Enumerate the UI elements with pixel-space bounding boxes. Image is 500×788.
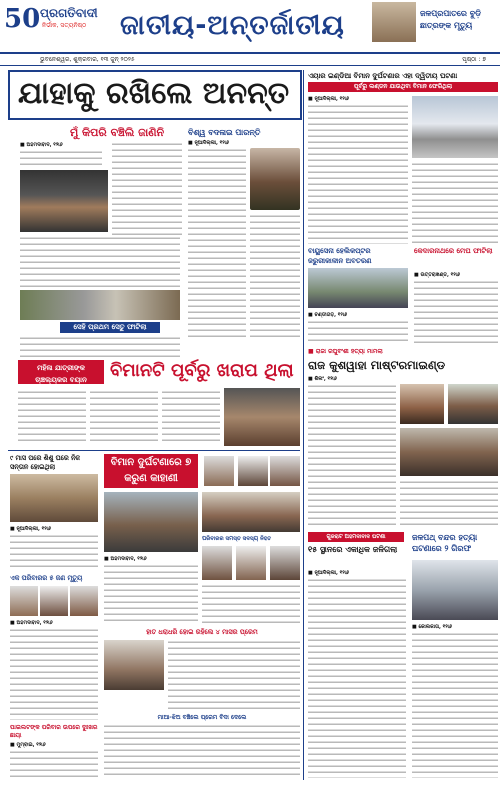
tragedy-photo-row-1 [202, 546, 232, 580]
helicopter-byline: ■ ଚଣ୍ଡୀଗଡ଼, ୧୨ା୬ [308, 312, 348, 318]
helicopter-headline[interactable]: ବାୟୁସେନା ହେଲିକପ୍ଟର ଜରୁରୀକାଳୀନ ଅବତରଣ [308, 247, 372, 265]
side-story-body2 [250, 214, 300, 339]
teaser-headline[interactable]: ଜଳପ୍ରପାତରେ ବୁଡ଼ି ଛାତ୍ରଙ୍କ ମୃତ୍ୟୁ [420, 9, 482, 30]
lead-body-col1 [20, 150, 102, 166]
tragedy-body-a [104, 564, 198, 624]
tragedy-photo-row-3 [270, 546, 300, 580]
lead-subhead: ମୁଁ କିପରି ବଞ୍ଚିଲି ଜାଣିନି [70, 126, 165, 139]
helicopter-photo [308, 268, 408, 308]
tragedy-bottom-body [168, 640, 300, 710]
survivor-photo [20, 170, 108, 232]
tragedy-person-1 [204, 456, 234, 486]
tragedy-group-photo [202, 492, 300, 532]
lead-body-col2 [112, 142, 182, 237]
pilot-body [10, 750, 98, 780]
date-text: ଭୁବନେଶ୍ୱର, ଶୁକ୍ରବାର, ୧୩ ଜୁନ୍ ୨୦୨୫ [40, 56, 135, 63]
side-story-photo [250, 148, 300, 210]
raja-body-a [308, 384, 396, 528]
raja-photo-man1 [448, 384, 498, 424]
family-body [10, 628, 98, 720]
nine-dead-photo [10, 474, 98, 522]
tragedy-bottom-headline[interactable]: ହାତ ଧରାଧରି ହୋଇ ରହିଲେ ୪ ମାସର ପ୍ରେମ [146, 628, 258, 636]
nine-dead-body [10, 534, 98, 570]
lead-headline[interactable]: ଯାହାକୁ ରଖିଲେ ଅନନ୍ତ [18, 76, 290, 111]
raja-byline: ■ ଶିଲଂ, ୧୨ା୬ [308, 376, 337, 382]
kicker-body-a [18, 390, 86, 442]
right-top-headline[interactable]: ଏୟାର ଇଣ୍ଡିଆ ବିମାନ ଦୁର୍ଘଟଣାର ଏହା ଦ୍ୱିତୀୟ ଘଟଣା [308, 72, 458, 80]
pilot-byline: ■ ମୁମ୍ବାଇ, ୧୨ା୬ [10, 742, 46, 748]
right-top-byline: ■ ନୂଆଦିଲ୍ଲୀ, ୧୨ା୬ [308, 96, 349, 102]
cloud-body [414, 280, 498, 344]
lead-byline: ■ ଅହମଦାବାଦ, ୧୨ା୬ [20, 142, 63, 148]
family-byline: ■ ଅହମଦାବାଦ, ୧୨ା୬ [10, 620, 53, 626]
lower-divider [8, 450, 300, 451]
side-story-body [188, 148, 246, 338]
paper-name: ପ୍ରଗତିବାଦୀ [40, 6, 98, 20]
road-byline: ■ ନୂଆଦିଲ୍ଲୀ, ୧୨ା୬ [308, 570, 349, 576]
paper-tagline: ନିର୍ଭୀକ, ସତ୍ୟନିଷ୍ଠ [42, 22, 87, 29]
road-body [308, 578, 406, 778]
raja-photo-woman [400, 384, 444, 424]
kicker-box: ମହିଳା ଯାତ୍ରୀଙ୍କ ଚାଞ୍ଚଲ୍ୟକର ବୟାନ [18, 360, 104, 384]
side-story-headline[interactable]: ବିଶ୍ୱ ବଦଳାଇ ପାରନ୍ତି [188, 128, 261, 137]
lead-body-col3 [20, 336, 180, 358]
teaser-photo [372, 2, 416, 42]
woman-photo [224, 388, 300, 446]
family-photo-2 [40, 586, 68, 616]
tragedy-bottom-photo [104, 640, 164, 690]
raja-headline[interactable]: ରାଜ କୁଶୱାହା ମାଷ୍ଟରମାଇଣ୍ଡ [308, 358, 446, 372]
nine-dead-headline[interactable]: ୯ ମାସ ପରେ ଶିଶୁ ଘରେ ନିଜ ସନ୍ତାନ ହୋଇଥିଲା [10, 454, 81, 471]
tragedy-person-2 [238, 456, 268, 486]
right-top-subhead: ପୂର୍ବରୁ ଲଣ୍ଡନ ଯାଉଥିବା ବିମାନ ଫେରିଥିଲା [308, 82, 498, 92]
side-story-byline: ■ ନୂଆଦିଲ୍ଲୀ, ୧୨ା୬ [188, 140, 229, 146]
family-photo-3 [70, 586, 98, 616]
lead-body-col1b [20, 236, 180, 288]
helicopter-body [308, 320, 408, 344]
tragedy-headline[interactable]: ବିମାନ ଦୁର୍ଘଟଣାରେ ୭ କରୁଣ କାହାଣୀ [104, 454, 198, 488]
pilot-headline[interactable]: ପାଇଲଟଙ୍କ ପରିବାର ଉପରେ ଦୁଃଖର ଛାୟା [10, 724, 98, 739]
murder-byline: ■ କୋଲକାତା, ୧୨ା୬ [412, 624, 452, 630]
kicker-body-c [162, 390, 220, 442]
plane-photo [412, 96, 498, 158]
right-top-body [308, 104, 408, 244]
tragedy-couple-photo [104, 492, 198, 552]
kicker-headline[interactable]: ବିମାନଟି ପୂର୍ବରୁ ଖରାପ ଥିଲା [110, 360, 294, 381]
logo-anniversary-number: 50 [4, 4, 41, 34]
cloud-headline[interactable]: କେଦାରନାଥରେ ମେଘ ଫାଟିଲା [414, 247, 493, 255]
road-kicker: ଗୁଜରାଟ ଅହମଦାବାଦ ଘଟଣା [308, 532, 404, 542]
kicker-body-b [90, 390, 158, 442]
family-headline[interactable]: ଏକ ପରିବାରର ୫ ଜଣ ମୃତ୍ୟୁ [10, 574, 83, 582]
nine-dead-byline: ■ ନୂଆଦିଲ୍ଲୀ, ୧୨ା୬ [10, 526, 51, 532]
crash-site-photo [20, 290, 180, 320]
section-title: ଜାତୀୟ-ଅନ୍ତର୍ଜାତୀୟ [120, 10, 345, 41]
family-photo-1 [10, 586, 38, 616]
tragedy-body-b [202, 584, 300, 624]
tragedy-caption: ପରିବାରର ସମସ୍ତ ସଦସ୍ୟ ନିହତ [202, 536, 271, 542]
raja-body-b [400, 480, 498, 528]
cloud-byline: ■ ଉତ୍ତରାଖଣ୍ଡ, ୧୨ା୬ [414, 272, 460, 278]
tragedy-photo-row-2 [236, 546, 266, 580]
murder-headline[interactable]: ଜଳପଥ୍ ବନ୍ଦର ହତ୍ୟା ଘଟଣାରେ ୨ ଗିରଫ [412, 533, 478, 553]
tragedy-byline: ■ ଅହମଦାବାଦ, ୧୨ା୬ [104, 556, 147, 562]
raja-photo-man2 [400, 428, 498, 476]
murder-photo [412, 560, 498, 620]
tragedy-bottom2-headline[interactable]: ମାଆ-ଝିଅ ବଞ୍ଚିଲେ ପ୍ରେମ ବିଦା ଦେଲେ [157, 714, 247, 721]
quote-box: ସେହି ପ୍ରଥମ ସେତୁ ଫାଟିଲା [60, 322, 160, 333]
tragedy-bottom2-body [104, 724, 300, 778]
tragedy-person-3 [270, 456, 300, 486]
murder-body [412, 632, 498, 778]
right-top-body2 [412, 162, 498, 244]
raja-kicker: ■ ରାଜା ରଘୁବଂଶୀ ହତ୍ୟା ମାମଲା [308, 348, 383, 355]
page-number: ପୃଷ୍ଠା : ୭ [462, 56, 486, 63]
dateline-bar [0, 54, 500, 66]
column-rule [303, 70, 304, 780]
road-headline[interactable]: ୧୫ ସ୍ଥାନରେ ଏକାଧିକ ଜଳିଗଲା [308, 545, 398, 554]
